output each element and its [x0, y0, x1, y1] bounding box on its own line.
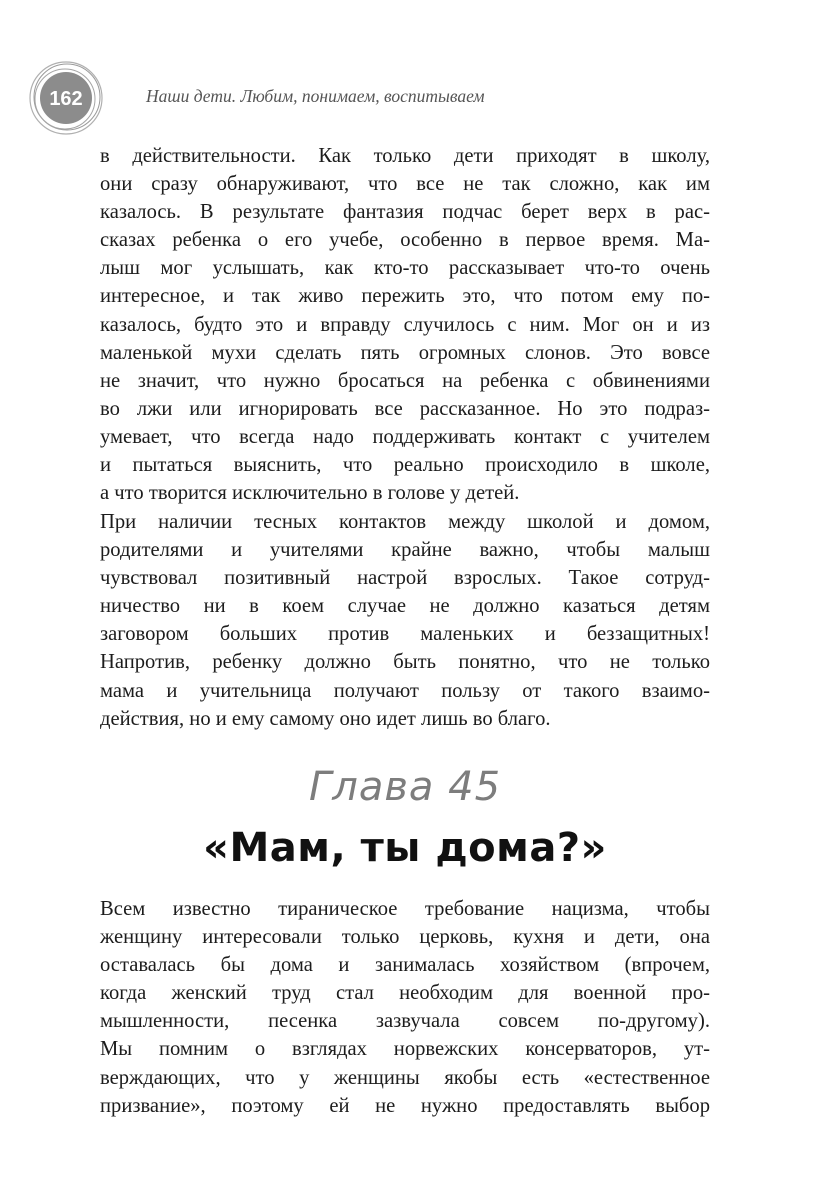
text-line: Всем известно тираническое требование нацизма, чтобы [100, 898, 710, 920]
page-number: 162 [49, 88, 83, 110]
text-line: призвание», поэтому ей не нужно предоставлять выбор [100, 1094, 710, 1117]
paragraph-3 [100, 895, 710, 1120]
page-header [0, 0, 817, 140]
paragraph-2 [100, 508, 710, 733]
text-line: Мы помним о взглядах норвежских консерваторов, ут- [100, 1038, 710, 1061]
chapter-title: «Мам, ты дома?» [203, 825, 607, 871]
text-line: женщину интересовали только церковь, кухня и дети, она [100, 926, 710, 949]
text-line: не значит, что нужно бросаться на ребенка с обвинениями [100, 369, 710, 392]
paragraph-1 [100, 142, 710, 507]
text-line: они сразу обнаруживают, что все не так сложно, как им [100, 173, 710, 196]
chapter-label: Глава 45 [308, 764, 502, 810]
text-line: а что творится исключительно в голове у детей. [100, 482, 520, 505]
text-line: верждающих, что у женщины якобы есть «естественное [100, 1066, 710, 1089]
text-line: лыш мог услышать, как кто-то рассказывает что-то очень [100, 257, 710, 280]
text-line: в действительности. Как только дети приходят в школу, [100, 145, 710, 167]
text-line: родителями и учителями крайне важно, чтобы малыш [100, 539, 710, 562]
running-title: Наши дети. Любим, понимаем, воспитываем [146, 86, 485, 106]
text-line: умевает, что всегда надо поддерживать контакт с учителем [100, 425, 710, 448]
text-line: казалось, будто это и вправду случилось с ним. Мог он и из [100, 313, 710, 336]
page-number-badge [26, 60, 106, 138]
text-line: сказах ребенка о его учебе, особенно в первое время. Ма- [100, 229, 710, 252]
text-line: При наличии тесных контактов между школой и домом, [100, 511, 710, 533]
text-line: маленькой мухи сделать пять огромных слонов. Это вовсе [100, 341, 710, 364]
text-line: и пытаться выяснить, что реально происходило в школе, [100, 454, 710, 477]
text-line: во лжи или игнорировать все рассказанное. Но это подраз- [100, 397, 710, 420]
text-line: Напротив, ребенку должно быть понятно, что не только [100, 651, 710, 674]
text-line: чувствовал позитивный настрой взрослых. Такое сотруд- [100, 567, 710, 590]
text-line: оставалась бы дома и занималась хозяйством (впрочем, [100, 954, 710, 977]
text-line: казалось. В результате фантазия подчас берет верх в рас- [100, 201, 710, 224]
text-line: мама и учительница получают пользу от такого взаимо- [100, 679, 710, 702]
text-line: заговором больших против маленьких и беззащитных! [100, 623, 710, 646]
text-line: ничество ни в коем случае не должно казаться детям [100, 595, 710, 618]
text-line: интересное, и так живо пережить это, что потом ему по- [100, 285, 710, 308]
text-line: когда женский труд стал необходим для военной про- [100, 982, 710, 1005]
text-line: мышленности, песенка зазвучала совсем по-другому). [100, 1010, 710, 1033]
text-line: действия, но и ему самому оно идет лишь во благо. [100, 707, 551, 730]
